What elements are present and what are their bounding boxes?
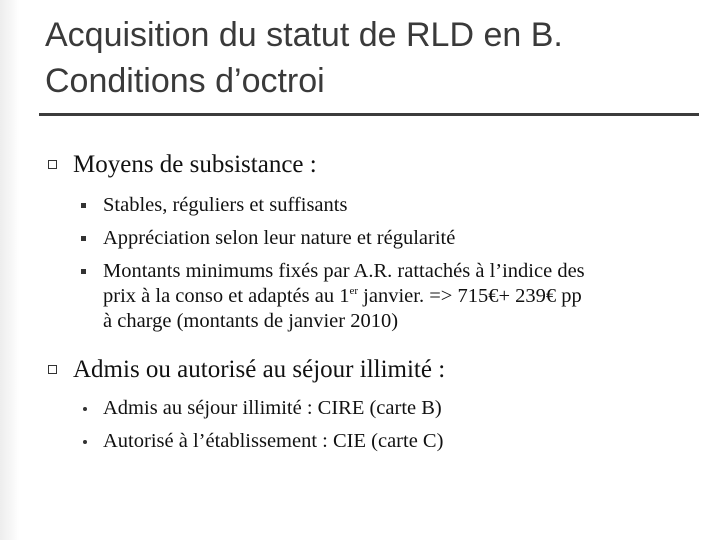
- sub-bullet-item: [103, 259, 683, 334]
- sub-bullet-item: [103, 226, 683, 251]
- superscript: er: [349, 285, 359, 297]
- sub-bullet-text-line: à charge (montants de janvier 2010): [103, 310, 399, 332]
- dot-bullet-icon: [83, 440, 87, 444]
- small-square-bullet-icon: [81, 203, 86, 208]
- small-square-bullet-icon: [81, 236, 86, 241]
- sub-bullet-text: Stables, réguliers et suffisants: [103, 194, 348, 216]
- bullet-item: [73, 355, 445, 385]
- sub-bullet-item: [103, 193, 683, 218]
- square-bullet-icon: [48, 365, 57, 374]
- title-line-1: Acquisition du statut de RLD en B.: [45, 16, 563, 54]
- sub-bullet-text: Autorisé à l’établissement : CIE (carte C): [103, 430, 444, 452]
- sub-bullet-text: Appréciation selon leur nature et régularité: [103, 227, 456, 249]
- sub-bullet-text: Admis au séjour illimité : CIRE (carte B): [103, 397, 442, 419]
- bullet-text: Moyens de subsistance :: [73, 151, 317, 178]
- square-bullet-icon: [48, 160, 57, 169]
- sub-bullet-item: [103, 429, 683, 454]
- title-line-2: Conditions d’octroi: [45, 62, 325, 100]
- small-square-bullet-icon: [81, 269, 86, 274]
- bullet-text: Admis ou autorisé au séjour illimité :: [73, 356, 446, 383]
- dot-bullet-icon: [83, 407, 87, 411]
- bullet-item: [73, 150, 317, 180]
- sub-bullet-item: [103, 396, 683, 421]
- sub-bullet-text-line: Montants minimums fixés par A.R. rattachés à l’indice des: [103, 260, 585, 282]
- sub-bullet-text-line: prix à la conso et adaptés au 1er janvier. => 715€+ 239€ pp: [103, 285, 582, 307]
